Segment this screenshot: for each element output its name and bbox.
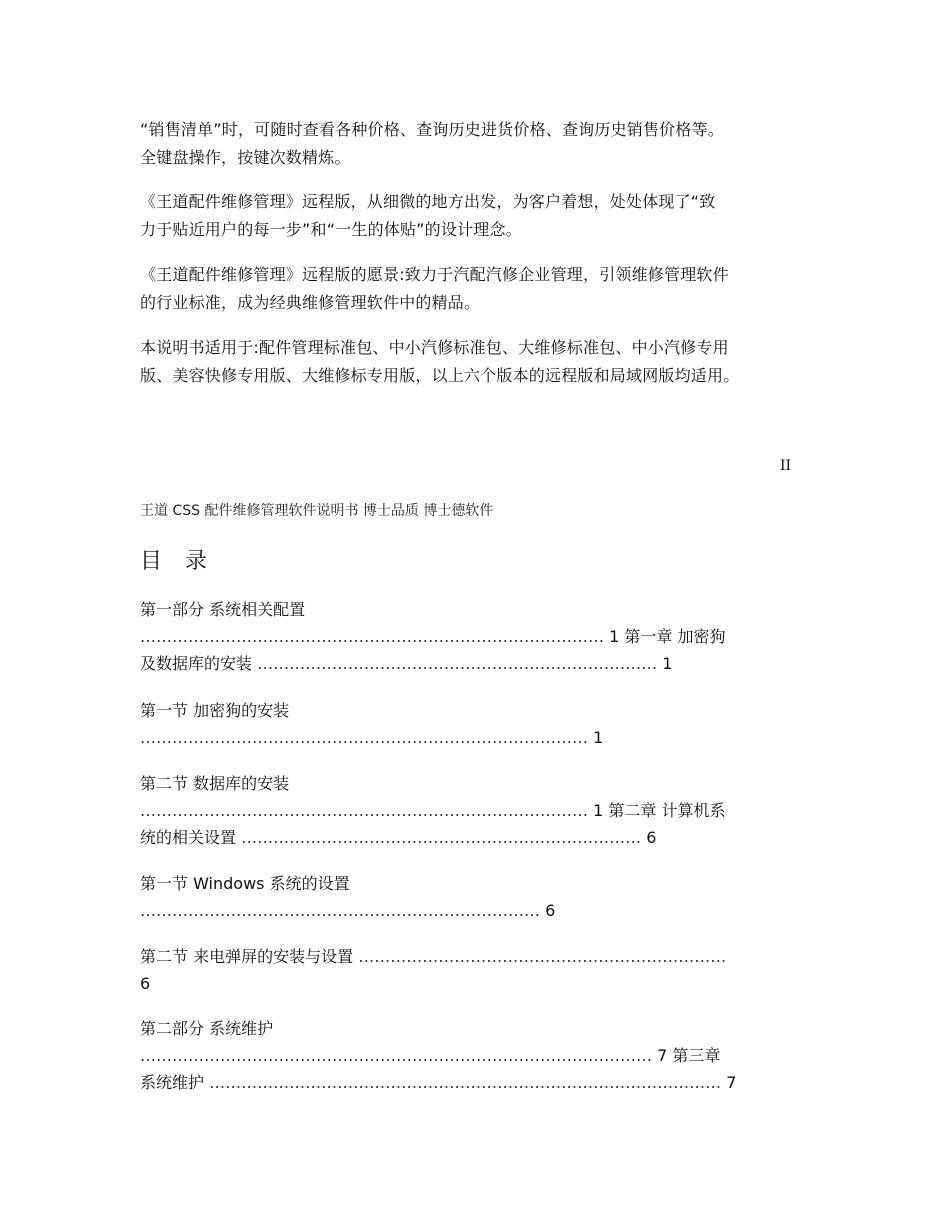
toc-leader-dots: …………………………………………………………………………………… <box>209 1073 722 1092</box>
toc-entry[interactable] <box>140 870 810 924</box>
paragraph-line: 本说明书适用于:配件管理标准包、中小汽修标准包、大维修标准包、中小汽修专用 <box>140 338 729 357</box>
paragraph-line: 《王道配件维修管理》远程版的愿景:致力于汽配汽修企业管理，引领维修管理软件 <box>140 265 729 284</box>
toc-entry-title[interactable]: 第一章 加密狗 <box>624 627 726 646</box>
toc-entry-title[interactable]: 统的相关设置 <box>140 828 237 847</box>
toc-page-number: 6 <box>545 901 556 920</box>
toc-leader-dots: ………………………………………………………………………… <box>140 801 588 820</box>
toc-entry[interactable] <box>140 770 810 851</box>
paragraph-line: “销售清单”时，可随时查看各种价格、查询历史进货价格、查询历史销售价格等。 <box>140 120 724 139</box>
toc-entry[interactable] <box>140 596 810 677</box>
toc-page-number: 1 <box>593 728 604 747</box>
running-header: 王道 CSS 配件维修管理软件说明书 博士品质 博士德软件 <box>140 503 494 519</box>
paragraph-line: 的行业标准，成为经典维修管理软件中的精品。 <box>140 293 481 312</box>
toc-entry-title[interactable]: 第一节 Windows 系统的设置 <box>140 874 350 893</box>
toc-leader-dots: …………………………………………………………… <box>358 947 727 966</box>
toc-page-number: 1 <box>593 801 604 820</box>
toc-entry[interactable] <box>140 943 810 997</box>
toc-leader-dots: ………………………………………………………………… <box>241 828 642 847</box>
toc-leader-dots: …………………………………………………………………………………… <box>140 1046 652 1065</box>
paragraph-line: 全键盘操作，按键次数精炼。 <box>140 148 351 167</box>
paragraph-vision <box>140 261 810 317</box>
toc-page-number: 7 <box>726 1073 737 1092</box>
toc-entry-title[interactable]: 第二章 计算机系 <box>608 801 726 820</box>
toc-entry-title[interactable]: 系统维护 <box>140 1073 205 1092</box>
toc-entry-title[interactable]: 第二节 数据库的安装 <box>140 774 290 793</box>
paragraph-line: 《王道配件维修管理》远程版，从细微的地方出发，为客户着想，处处体现了“致 <box>140 192 716 211</box>
toc-leader-dots: ………………………………………………………………… <box>140 901 540 920</box>
toc-leader-dots: …………………………………………………………………………… <box>140 627 604 646</box>
toc-page-number: 6 <box>646 828 657 847</box>
toc-leader-dots: ………………………………………………………………… <box>257 654 658 673</box>
page-number: II <box>780 458 792 474</box>
toc-entry[interactable] <box>140 697 810 751</box>
toc-entry-title[interactable]: 第三章 <box>672 1046 721 1065</box>
toc-page-number: 7 <box>657 1046 668 1065</box>
toc-page-number: 1 <box>662 654 673 673</box>
paragraph-sales-list <box>140 116 810 172</box>
toc-entry-title[interactable]: 第二部分 系统维护 <box>140 1019 274 1038</box>
paragraph-design-concept <box>140 188 810 244</box>
paragraph-line: 版、美容快修专用版、大维修标专用版，以上六个版本的远程版和局域网版均适用。 <box>140 366 740 385</box>
toc-entry-title[interactable]: 第一节 加密狗的安装 <box>140 701 290 720</box>
toc-page-number: 6 <box>140 974 151 993</box>
toc-page-number: 1 <box>609 627 620 646</box>
toc-title: 目 录 <box>140 549 215 574</box>
toc-entry-title[interactable]: 第一部分 系统相关配置 <box>140 600 306 619</box>
toc-entry-title[interactable]: 第二节 来电弹屏的安装与设置 <box>140 947 354 966</box>
paragraph-applicability <box>140 334 810 390</box>
toc-entry-title[interactable]: 及数据库的安装 <box>140 654 253 673</box>
paragraph-line: 力于贴近用户的每一步”和“一生的体贴”的设计理念。 <box>140 220 522 239</box>
toc-entry[interactable] <box>140 1015 810 1096</box>
toc-leader-dots: ………………………………………………………………………… <box>140 728 588 747</box>
